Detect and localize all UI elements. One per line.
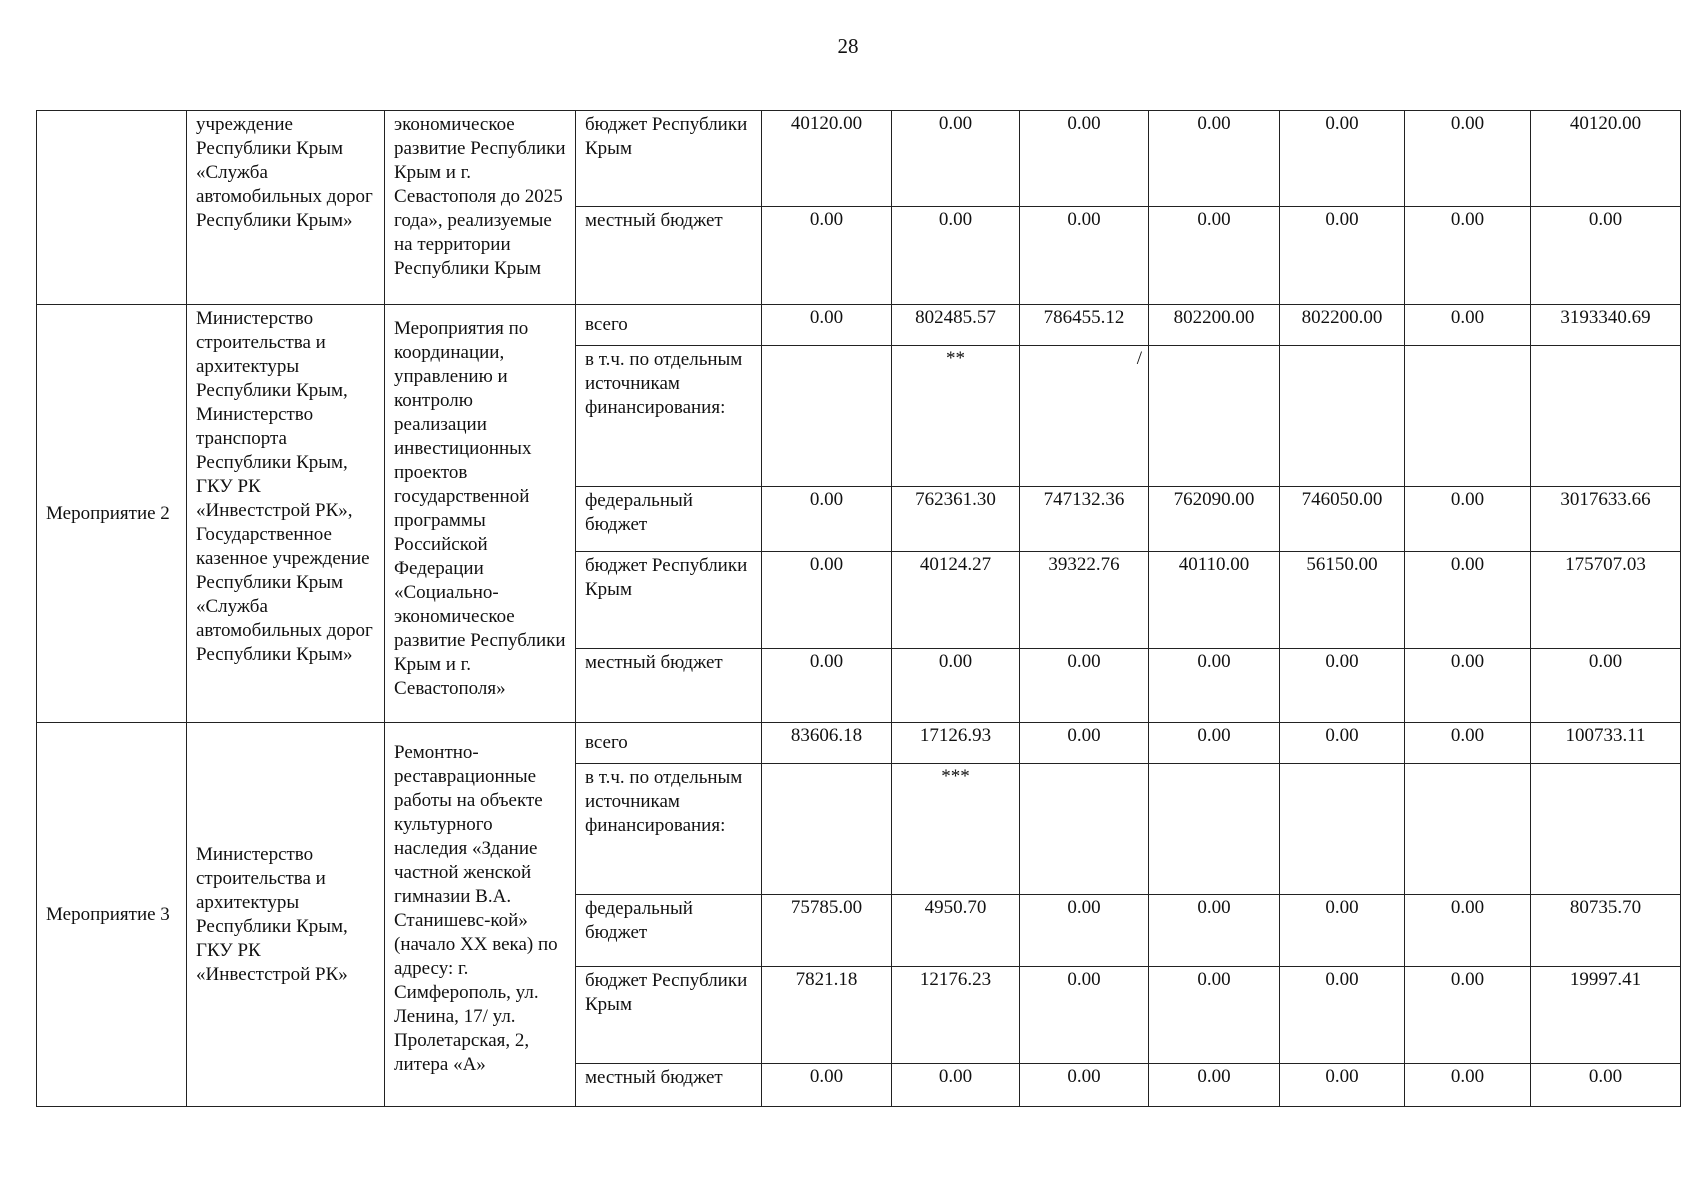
amount-cell: 0.00 <box>1280 111 1405 207</box>
amount-cell <box>1280 764 1405 895</box>
amount-cell: 0.00 <box>1280 1064 1405 1107</box>
amount-cell: 0.00 <box>1405 111 1531 207</box>
amount-cell: 746050.00 <box>1280 487 1405 552</box>
event-name-cell: Мероприятие 2 <box>37 305 187 723</box>
amount-cell: 0.00 <box>1149 207 1280 305</box>
funding-source-label: в т.ч. по отдельным источникам финансирования: <box>576 764 762 895</box>
amount-cell: 0.00 <box>1020 723 1149 764</box>
amount-cell <box>762 346 892 487</box>
amount-cell: 3193340.69 <box>1531 305 1681 346</box>
amount-cell: 175707.03 <box>1531 552 1681 649</box>
funding-source-label: всего <box>576 305 762 346</box>
funding-source-label: бюджет Республики Крым <box>576 111 762 207</box>
description-cell: Мероприятия по координации, управлению и контролю реализации инвестиционных проектов государственной программы Российской Федерации «Социально-экономическое развитие Республики Крым и г. Севастополя» <box>385 305 576 723</box>
amount-cell: 83606.18 <box>762 723 892 764</box>
amount-cell: 17126.93 <box>892 723 1020 764</box>
amount-cell: 0.00 <box>762 305 892 346</box>
amount-cell: 0.00 <box>1280 207 1405 305</box>
budget-table <box>36 110 1681 1107</box>
amount-cell: / <box>1020 346 1149 487</box>
amount-cell: 12176.23 <box>892 967 1020 1064</box>
amount-cell: 802200.00 <box>1149 305 1280 346</box>
amount-cell: 0.00 <box>1149 1064 1280 1107</box>
funding-source-label: бюджет Республики Крым <box>576 967 762 1064</box>
amount-cell <box>762 764 892 895</box>
amount-cell: 0.00 <box>1020 895 1149 967</box>
table-row <box>37 305 1681 346</box>
amount-cell: 0.00 <box>1405 487 1531 552</box>
amount-cell: 0.00 <box>1280 895 1405 967</box>
amount-cell: 7821.18 <box>762 967 892 1064</box>
amount-cell: 0.00 <box>1531 207 1681 305</box>
event-name-cell: Мероприятие 3 <box>37 723 187 1107</box>
amount-cell: 0.00 <box>892 1064 1020 1107</box>
funding-source-label: всего <box>576 723 762 764</box>
executor-cell: Министерство строительства и архитектуры Республики Крым, Министерство транспорта Республики Крым, ГКУ РК «Инвестстрой РК», Государственное казенное учреждение Республики Крым «Служба автомобильных дорог Республики Крым» <box>187 305 385 723</box>
amount-cell: *** <box>892 764 1020 895</box>
amount-cell: 0.00 <box>762 649 892 723</box>
amount-cell: 0.00 <box>1149 723 1280 764</box>
amount-cell: 0.00 <box>1405 723 1531 764</box>
amount-cell: 0.00 <box>1149 895 1280 967</box>
amount-cell: ** <box>892 346 1020 487</box>
funding-source-label: бюджет Республики Крым <box>576 552 762 649</box>
amount-cell: 0.00 <box>1020 207 1149 305</box>
amount-cell <box>1149 764 1280 895</box>
amount-cell <box>1405 764 1531 895</box>
funding-source-label: федеральный бюджет <box>576 895 762 967</box>
amount-cell <box>1149 346 1280 487</box>
table-row <box>37 111 1681 207</box>
amount-cell: 0.00 <box>1020 111 1149 207</box>
description-cell: экономическое развитие Республики Крым и г. Севастополя до 2025 года», реализуемые на территории Республики Крым <box>385 111 576 305</box>
amount-cell: 0.00 <box>762 487 892 552</box>
amount-cell: 0.00 <box>762 1064 892 1107</box>
amount-cell: 786455.12 <box>1020 305 1149 346</box>
amount-cell: 762090.00 <box>1149 487 1280 552</box>
amount-cell: 0.00 <box>892 649 1020 723</box>
amount-cell <box>1531 346 1681 487</box>
amount-cell: 0.00 <box>1405 895 1531 967</box>
amount-cell: 0.00 <box>892 111 1020 207</box>
funding-source-label: местный бюджет <box>576 1064 762 1107</box>
funding-source-label: местный бюджет <box>576 207 762 305</box>
amount-cell: 0.00 <box>1280 723 1405 764</box>
amount-cell: 0.00 <box>1149 111 1280 207</box>
amount-cell <box>1280 346 1405 487</box>
amount-cell <box>1020 764 1149 895</box>
amount-cell <box>1405 346 1531 487</box>
description-cell: Ремонтно-реставрационные работы на объекте культурного наследия «Здание частной женской гимназии В.А. Станишевс-кой» (начало XX века) по адресу: г. Симферополь, ул. Ленина, 17/ ул. Пролетарская, 2, литера «А» <box>385 723 576 1107</box>
amount-cell: 0.00 <box>762 552 892 649</box>
amount-cell: 40120.00 <box>762 111 892 207</box>
amount-cell: 56150.00 <box>1280 552 1405 649</box>
amount-cell: 0.00 <box>1405 1064 1531 1107</box>
amount-cell <box>1531 764 1681 895</box>
executor-cell: Министерство строительства и архитектуры Республики Крым, ГКУ РК «Инвестстрой РК» <box>187 723 385 1107</box>
amount-cell: 0.00 <box>1531 649 1681 723</box>
amount-cell: 0.00 <box>1531 1064 1681 1107</box>
amount-cell: 0.00 <box>1405 649 1531 723</box>
amount-cell: 802200.00 <box>1280 305 1405 346</box>
amount-cell: 40124.27 <box>892 552 1020 649</box>
amount-cell: 747132.36 <box>1020 487 1149 552</box>
event-name-cell <box>37 111 187 305</box>
amount-cell: 80735.70 <box>1531 895 1681 967</box>
amount-cell: 40110.00 <box>1149 552 1280 649</box>
amount-cell: 3017633.66 <box>1531 487 1681 552</box>
amount-cell: 0.00 <box>762 207 892 305</box>
funding-source-label: местный бюджет <box>576 649 762 723</box>
amount-cell: 4950.70 <box>892 895 1020 967</box>
amount-cell: 0.00 <box>892 207 1020 305</box>
amount-cell: 0.00 <box>1020 967 1149 1064</box>
amount-cell: 0.00 <box>1280 649 1405 723</box>
amount-cell: 0.00 <box>1405 552 1531 649</box>
amount-cell: 0.00 <box>1280 967 1405 1064</box>
amount-cell: 40120.00 <box>1531 111 1681 207</box>
amount-cell: 0.00 <box>1405 207 1531 305</box>
funding-source-label: в т.ч. по отдельным источникам финансирования: <box>576 346 762 487</box>
amount-cell: 0.00 <box>1405 967 1531 1064</box>
amount-cell: 39322.76 <box>1020 552 1149 649</box>
amount-cell: 75785.00 <box>762 895 892 967</box>
executor-cell: учреждение Республики Крым «Служба автомобильных дорог Республики Крым» <box>187 111 385 305</box>
amount-cell: 100733.11 <box>1531 723 1681 764</box>
amount-cell: 0.00 <box>1149 649 1280 723</box>
table-row <box>37 723 1681 764</box>
amount-cell: 0.00 <box>1149 967 1280 1064</box>
amount-cell: 0.00 <box>1405 305 1531 346</box>
amount-cell: 802485.57 <box>892 305 1020 346</box>
amount-cell: 19997.41 <box>1531 967 1681 1064</box>
amount-cell: 762361.30 <box>892 487 1020 552</box>
funding-source-label: федеральный бюджет <box>576 487 762 552</box>
amount-cell: 0.00 <box>1020 1064 1149 1107</box>
amount-cell: 0.00 <box>1020 649 1149 723</box>
page-number: 28 <box>837 34 859 58</box>
